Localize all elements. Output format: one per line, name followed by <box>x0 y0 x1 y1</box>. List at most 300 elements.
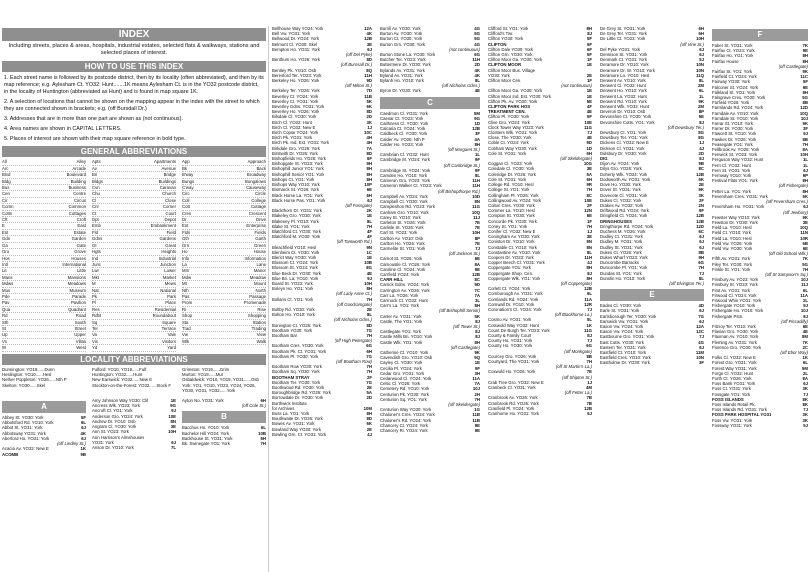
entries-a <box>2 415 86 457</box>
entry-name: Borthwick Institute <box>272 400 307 406</box>
entry-name: (off St Martin's La.) <box>555 364 592 370</box>
entry-map-ref: 9J <box>367 275 372 281</box>
entry-map-ref: 11Q <box>696 72 704 78</box>
abbreviation-full: Mount <box>254 281 266 287</box>
entry-map-ref: 8H <box>586 275 592 281</box>
entry-name: Foss Vw. YO31: York <box>712 417 753 423</box>
entry-map-ref: 6J <box>587 411 592 417</box>
entry-map-ref: 8J <box>699 156 704 162</box>
entry-map-ref: 6J <box>367 197 372 203</box>
entry-name: Deramore Lo. YO10: Hesl <box>600 72 650 78</box>
entry-map-ref: 9F <box>474 157 480 163</box>
entry-map-ref: 7H <box>802 141 808 147</box>
entry-name: Ancroft Cl. YO1: York <box>92 408 133 414</box>
abbreviation-short: Bus <box>2 185 10 191</box>
entry-name: (off High Petergate) <box>334 338 372 344</box>
entry-name: (off Dewsbury Ter.) <box>667 124 704 130</box>
abbreviation-full: Rise <box>257 306 266 312</box>
entry-map-ref: 8A <box>474 261 480 267</box>
entry-map-ref: 2L <box>802 297 808 303</box>
letter-c-heading: C <box>380 97 480 109</box>
entry-map-ref: 3F <box>802 126 808 132</box>
entry-map-ref: 8D <box>366 322 372 328</box>
entry-name: Farrer Dr. YO30: York <box>712 126 754 132</box>
entry-map-ref: 6J <box>81 435 86 441</box>
entry-map-ref: 10C <box>364 130 372 136</box>
abbreviation-short: Trad <box>182 325 191 331</box>
entry-map-ref: 10B <box>364 260 372 266</box>
entry-map-ref: 5A <box>366 390 372 396</box>
entry-name: Duncombe Barracks <box>600 260 639 266</box>
entry-name: Courtyard, The YO31: York <box>488 359 540 364</box>
entry-name: Cotswold Way YO32: Hunt <box>488 322 539 328</box>
entry-map-ref: 11H <box>472 178 480 184</box>
entry-name: Dringthorpe Rd. YO24: York <box>600 223 654 229</box>
entry-map-ref: 4G <box>474 41 480 47</box>
abbreviation-short: Arc <box>2 165 9 171</box>
entry-name: Derwent Rd. YO10: York <box>600 98 647 104</box>
entry-name: TREATMENT CEN. <box>488 109 526 115</box>
entry-map-ref: 10E <box>584 197 592 203</box>
entry-name: Bonington Ct. YO26: York <box>272 322 321 328</box>
entry-name: Carnoustie Cl. YO26: York <box>380 261 431 267</box>
entry-name: Dijon Av. YO24: York <box>600 161 640 167</box>
entry-name: Blake St. YO1: York <box>272 223 310 229</box>
entry-map-ref: 8H <box>802 58 808 64</box>
index-entry <box>488 411 592 416</box>
abbreviation-short: Dpt <box>92 217 99 223</box>
entry-name: Board St. YO23: York <box>272 280 313 286</box>
entry-name: College Rd. YO10: Hesl <box>488 182 534 188</box>
entry-name: Carmelite St. YO1: York <box>380 245 426 251</box>
entry-map-ref: 8J <box>587 332 592 338</box>
entry-map-ref: 11G <box>472 204 480 210</box>
entry-map-ref: 6L <box>802 360 808 366</box>
abbreviation-short: C'way <box>182 185 194 191</box>
entry-name: Finsbury St. YO23: York <box>712 282 758 288</box>
entry-name: YO30: York <box>488 72 510 78</box>
entry-map-ref: 8B <box>586 353 592 359</box>
entry-map-ref: 6J <box>803 204 808 210</box>
entry-map-ref: 6J <box>699 52 704 58</box>
abbreviation-short: Pav <box>2 300 10 306</box>
entry-map-ref: 9B <box>80 451 86 457</box>
entry-name: Courcey Gro. YO26: York <box>488 353 537 359</box>
entry-map-ref: 9G <box>474 115 480 121</box>
entry-map-ref: 1D <box>474 121 480 127</box>
abbreviation-full: View <box>256 332 266 338</box>
entry-name: Ferguson Way YO32: Hunt <box>712 157 764 163</box>
entry-map-ref: 10R <box>800 235 808 241</box>
how-to-para-3: 3. Addresses that are in more than one part are shown as (not continuous). <box>4 116 183 123</box>
entry-name: Carlisle St. YO26: York <box>380 225 424 231</box>
entry-name: Fawkes Dr. YO26: York <box>712 136 757 142</box>
abbreviation-full: Meadow <box>249 274 266 280</box>
entry-name: Calcaria Ct. YO24: York <box>380 126 426 132</box>
entries-col1 <box>272 26 372 437</box>
entry-name: (off Fetter La.) <box>564 390 592 396</box>
entry-map-ref: 9D <box>366 78 372 84</box>
entry-map-ref: 8D <box>366 150 372 156</box>
entry-name: Bacchus Ho. YO10: York <box>182 425 230 431</box>
entry-map-ref: 8J <box>587 270 592 276</box>
abbreviation-full: Promenade <box>243 300 266 306</box>
letter-a-heading: A <box>2 401 86 413</box>
entry-map-ref: 8L <box>474 173 480 179</box>
entry-name: Cedarwood Cl. YO24: York <box>380 376 432 381</box>
entry-map-ref: 9K <box>474 349 480 355</box>
entry-name: Bishops Ct. YO1: York <box>272 176 315 182</box>
abbreviation-full: Villas <box>75 338 86 344</box>
entry-name: Forth Ct. YO26: York <box>712 376 752 381</box>
entry-name: (off Ebor Way) <box>780 349 808 355</box>
entry-name: Blerict Way YO30: York <box>272 254 317 260</box>
abbreviation-short: Sta <box>182 319 189 325</box>
entry-map-ref: 4H <box>366 135 372 141</box>
entry-map-ref: 2K <box>366 208 372 214</box>
entry-name: Cambridge St. YO24: York <box>380 167 431 173</box>
entry-name: Field Vw. YO26: York <box>712 240 753 246</box>
entry-map-ref: 3K <box>698 192 704 198</box>
entry-name: Campbell Ct. YO30: York <box>380 199 428 205</box>
how-to-para-1: 1. Each street name is followed by its postcode district, then by its locality (often abbreviated), and then by its map reference; e.g. Aylesham Ct. YO32: Hunt.......1K means Aylesham Ct. is in the YO32 postcode district, in the locality of Huntington (abbreviated as Hunt) and is found in map square 1K. <box>4 75 264 96</box>
entry-name: (off Elvington Ter.) <box>669 280 704 286</box>
entry-name: Calder Av. YO26: Nth P <box>380 136 425 142</box>
entry-map-ref: 1K <box>802 355 808 361</box>
abbreviation-short: Ter <box>92 325 98 331</box>
abbreviation-short: Cott <box>182 204 190 210</box>
entry-map-ref: 7C <box>474 287 480 293</box>
entry-map-ref: 8C <box>586 192 592 198</box>
entry-name: Boss La. YO1: York <box>272 411 310 417</box>
abbreviation-full: Gate <box>76 242 86 248</box>
abbreviation-short: Mus <box>2 287 11 293</box>
entry-name: Devonshire Ct. YO30: York <box>600 114 652 120</box>
entry-map-ref: 11B <box>364 93 372 99</box>
entry-name: Farmlands Rd. YO24: York <box>712 105 764 111</box>
entry-map-ref: 6J <box>699 239 704 245</box>
entry-name: Coney St. YO1: York <box>488 223 528 229</box>
entry-name: (off Coppergate) <box>560 280 592 286</box>
entry-map-ref: 2H <box>474 391 480 397</box>
entry-name: Beverley Gdns. YO31: York <box>272 104 325 110</box>
entry-map-ref: 5G <box>474 36 480 42</box>
entries-col3 <box>488 26 592 416</box>
entry-name: Forest Way YO31: York <box>712 365 757 371</box>
entry-map-ref: 12D <box>696 223 704 229</box>
entry-map-ref: 6H <box>366 192 372 198</box>
entry-map-ref: 2F <box>698 197 704 203</box>
abbreviation-full: Causeway <box>245 185 266 191</box>
entry-name: Constable Ct. YO10: York <box>488 244 537 250</box>
entry-map-ref: 6F <box>366 156 372 162</box>
entry-name: Fossgate YO1: York <box>712 391 751 397</box>
entry-name: FOSS PARK HOSPITAL YO31 <box>712 412 772 418</box>
entry-name: Cambrian Cl. YO32: Hunt <box>380 152 429 158</box>
general-abbreviations-list <box>2 159 266 351</box>
entry-map-ref: 9K <box>802 69 808 75</box>
entry-map-ref: 1C <box>366 249 372 255</box>
entry-map-ref: 10G <box>583 161 592 167</box>
entry-name: Farfield YO26: York <box>712 100 750 106</box>
entry-map-ref: 9F <box>474 365 480 371</box>
entry-map-ref: 7A <box>366 145 372 151</box>
entry-name: Fishergate Pstn. <box>712 313 744 319</box>
entry-map-ref: 9K <box>698 187 704 193</box>
entry-map-ref: 10E <box>168 413 176 419</box>
entry-name: Carey St. YO10: York <box>380 214 421 220</box>
entry-name: Crab Tree Gro. YO32: New E <box>488 379 544 385</box>
entry-map-ref: 8L <box>366 312 372 318</box>
entry-map-ref: 4K <box>80 430 86 436</box>
abbreviation-full: Church <box>162 191 176 197</box>
abbreviation-full: Common <box>68 204 86 210</box>
entry-name: Blatchford M. YO30: York <box>272 234 321 240</box>
entry-name: Cranbeck Cl. YO31: York <box>488 385 536 391</box>
locality-abbreviations-title: LOCALITY ABBREVIATIONS <box>2 354 266 365</box>
abbreviation-short: Vs <box>2 338 8 344</box>
index-column-5 <box>712 26 808 572</box>
entry-map-ref: 7J <box>475 245 480 251</box>
entry-map-ref: 8J <box>475 329 480 335</box>
abbreviation-short: Hgts <box>92 249 101 255</box>
entry-name: De Grey Ter. YO31: York <box>600 31 647 37</box>
entry-name: Centurion Way YO30: York <box>380 407 432 413</box>
entry-name: Bishopfields Ho. YO26: York <box>272 156 326 162</box>
entry-name: Chaloner's Rd. YO24: York <box>380 417 432 423</box>
entry-map-ref: 2E <box>366 426 372 432</box>
entry-map-ref: 8J <box>475 318 480 324</box>
entry-map-ref: 7J <box>587 338 592 344</box>
entry-map-ref: 2F <box>586 202 592 208</box>
entry-name: Caldbeck Cl. YO30: York <box>380 131 428 137</box>
entry-map-ref: 6H <box>260 435 266 441</box>
entry-name: Bilsdale Cl. YO30: York <box>272 114 317 120</box>
entry-map-ref: 9D <box>474 282 480 288</box>
entry-map-ref: 4F <box>586 104 592 110</box>
entry-map-ref: 11G <box>584 124 592 130</box>
entry-name: Ann St. YO23: York <box>92 429 129 435</box>
abbreviation-full: Great <box>165 242 176 248</box>
abbreviation-full: Alley <box>76 159 86 165</box>
entry-name: Derwent Wlk. YO32: Hunt <box>600 104 650 110</box>
abbreviation-short: Cft <box>2 217 8 223</box>
abbreviation-full: Garden <box>71 236 86 242</box>
entry-map-ref: 11H <box>584 254 592 260</box>
entry-map-ref: 2N <box>698 202 704 208</box>
index-title: INDEX <box>2 28 266 41</box>
entry-name: Coronation's Ct. YO24: York <box>488 306 542 312</box>
entry-name: Dunslin Ho. YO10: York <box>600 275 646 281</box>
entry-name: Birstwith Dr. YO26: York <box>272 150 318 156</box>
index-intro: Including streets, places & areas, hospitals, industrial estates, selected flats & walkways, stations and selected places of interest. <box>8 43 260 57</box>
abbreviation-full: Avenue <box>161 165 176 171</box>
entry-name: Field La. YO10: Hesl <box>712 225 752 231</box>
entry-name: Birch Copse YO24: York <box>272 130 319 136</box>
index-entry <box>712 423 808 428</box>
how-to-para-5: 5. Places of interest are shown with their map square reference in bold type. <box>4 136 186 143</box>
entry-name: for Archives <box>272 405 295 411</box>
entry-name: Eastholme Dr. YO30: York <box>600 360 650 366</box>
entry-map-ref: 11G <box>584 327 592 333</box>
abbreviation-short: Ri <box>182 306 187 312</box>
entry-name: (off Feversham Cres.) <box>766 199 808 205</box>
entry-name: Dewsbury Ter. YO1: York <box>600 135 648 141</box>
entry-map-ref: 7H <box>366 332 372 338</box>
entry-map-ref: 6E <box>802 245 808 251</box>
entry-name: County Ho. YO30: York <box>488 343 533 349</box>
entry-map-ref: 6G <box>586 343 592 349</box>
abbreviation-full: Houses <box>71 255 86 261</box>
entry-map-ref: 1E <box>586 93 592 99</box>
entry-map-ref: 10J <box>800 308 808 314</box>
entry-map-ref: 3E <box>586 234 592 240</box>
entry-map-ref: 9F <box>474 167 480 173</box>
entry-map-ref: 10B <box>258 430 266 436</box>
abbreviation-short: Junc <box>92 261 102 267</box>
abbreviation-short: Gt <box>92 242 97 248</box>
entry-map-ref: 7L <box>170 445 176 451</box>
abbreviation-short: Cl <box>92 197 97 203</box>
abbreviation-short: Cen <box>2 191 10 197</box>
entry-map-ref: 2D <box>366 114 372 120</box>
entry-map-ref: 3E <box>586 166 592 172</box>
entry-name: CARR HILL <box>380 277 404 283</box>
abbreviation-full: Caravan <box>159 185 176 191</box>
entry-map-ref: 10E <box>584 119 592 125</box>
index-entry <box>92 445 176 450</box>
abbreviation-short: Bungs <box>182 178 195 184</box>
entries-col5 <box>712 43 808 428</box>
entry-name: Faber St. YO31: York <box>712 43 753 48</box>
abbreviation-short: Blvd <box>2 172 11 178</box>
entry-name: BOOTHAM STRAY <box>272 374 310 380</box>
abbreviation-full: College <box>251 197 266 203</box>
entry-name: (off St Sampson's Sq.) <box>765 271 808 277</box>
entry-map-ref: 10H <box>800 152 808 158</box>
entry-name: Backhouse St. YO31: York <box>182 435 233 441</box>
entry-map-ref: 8C <box>474 277 480 283</box>
entry-name: Boroughbridge Rd. YO26: York <box>272 390 331 396</box>
entry-map-ref: 1J <box>587 379 592 385</box>
index-entry <box>380 88 480 93</box>
entry-name: Bleachfield YO10: Hesl <box>272 244 317 250</box>
entry-name: Close, The YO30: York <box>488 135 532 141</box>
entry-name: Compton St. YO30: York <box>488 213 535 219</box>
abbreviation-short: Lwr <box>92 268 99 274</box>
entry-name: Dodsworth Av. YO31: York <box>600 176 651 182</box>
entry-name: Fern Cl. YO32: Hunt <box>712 162 751 168</box>
entry-map-ref: 8G <box>366 265 372 271</box>
entry-map-ref: 8A <box>802 147 808 153</box>
entry-map-ref: 7K <box>802 43 808 48</box>
entry-name: Buttermere Dr. YO30: York <box>380 62 431 68</box>
entry-map-ref: 11H <box>472 183 480 189</box>
entry-name: County & Family Court <box>488 332 532 338</box>
entry-map-ref: 6E <box>586 213 592 219</box>
entry-name: Carrnock Ct. YO32: Hunt <box>380 297 428 303</box>
abbreviation-full: Circus <box>73 197 86 203</box>
entry-map-ref: 8J <box>587 31 592 37</box>
entry-map-ref: 2C <box>802 344 808 350</box>
entry-name: Chancery Ri. YO24: York <box>380 428 428 434</box>
letter-f-heading: F <box>712 29 808 41</box>
entry-name: Fitzroy Ter. YO10: York <box>712 323 756 329</box>
entry-name: Carleton St. YO26: York <box>380 219 426 225</box>
entry-name: Carlton Ho. YO26: York <box>380 240 425 246</box>
entry-map-ref: 6J <box>699 244 704 250</box>
entry-map-ref: 8H <box>366 411 372 417</box>
entry-name: Ayton No. YO31: York <box>182 397 224 403</box>
abbreviation-full: Crescent <box>248 210 266 216</box>
entry-name: Forest Gro. YO31: York <box>712 360 757 366</box>
entry-map-ref: 8D <box>366 109 372 115</box>
entry-name: Fawcett St. YO10: York <box>712 131 757 137</box>
entry-name: Clifton Pk. Av. YO30: York <box>488 98 538 104</box>
entry-map-ref: 11C <box>800 74 808 80</box>
abbreviation-full: Grove <box>74 249 86 255</box>
abbreviation-short: M <box>92 281 96 287</box>
entry-map-ref: 5F <box>586 41 592 47</box>
entry-map-ref: 2E <box>586 72 592 78</box>
entry-name: Fairway YO30: York <box>712 79 750 85</box>
entry-name: Feasegate YO1: York <box>712 141 753 147</box>
entry-map-ref: 8J <box>803 313 808 319</box>
entry-name: Bachelor Hill YO24: York <box>182 430 229 436</box>
entry-name: Cornlands Rd. YO24: York <box>488 296 539 302</box>
entry-map-ref: 1J <box>699 140 704 146</box>
entry-map-ref: 3E <box>802 219 808 225</box>
entry-name: Coledale Cl. YO30: York <box>488 166 535 172</box>
entry-map-ref: 7H <box>474 396 480 402</box>
entry-map-ref: 9E <box>474 266 480 272</box>
entry-map-ref: 6J <box>699 318 704 324</box>
entry-name: Flavian Gro. YO30: York <box>712 329 759 335</box>
entry-map-ref: 4E <box>586 109 592 115</box>
entry-map-ref: 7J <box>803 391 808 397</box>
entry-name: Dudley Ct. YO31: York <box>600 234 643 240</box>
entry-name: Campbell Av. YO24: York <box>380 193 428 199</box>
entry-map-ref: 2E <box>366 306 372 312</box>
entry-name: Doherty Wlk. YO24: York <box>600 171 648 177</box>
entry-map-ref: 7J <box>699 334 704 340</box>
abbreviation-full: Gardens <box>159 236 176 242</box>
abbreviation-full: Depot <box>164 217 176 223</box>
abbreviation-full: Apartments <box>154 159 176 165</box>
entry-map-ref: 8N <box>586 244 592 250</box>
abbreviation-short: Comn <box>2 204 14 210</box>
entry-map-ref: 12B <box>696 171 704 177</box>
abbreviation-short: Hos <box>2 255 10 261</box>
entry-map-ref: 6J <box>699 234 704 240</box>
entry-name: Fairfield Ct. YO24: York <box>712 74 757 80</box>
entry-map-ref: 5K <box>698 176 704 182</box>
index-entry <box>182 403 266 408</box>
entry-map-ref: 1F <box>586 78 592 84</box>
entry-map-ref: 9H <box>366 161 372 167</box>
entry-name: Clifton Moor Ga. YO30: York <box>488 57 543 63</box>
abbreviation-full: Road <box>75 313 86 319</box>
how-to-para-2: 2. A selection of locations that cannot be shown on the mapping appear in the index with the street to which they are connected shown in brackets; e.g. (off Bursdall Dr.) <box>4 99 260 113</box>
abbreviation-short: W <box>2 345 7 351</box>
entry-name: Bootham Pl. YO30: York <box>272 353 319 359</box>
entry-name: Cole St. YO31: York <box>488 150 527 156</box>
entry-map-ref: 9E <box>474 428 480 434</box>
entry-map-ref: 8L <box>698 275 704 281</box>
entry-name: Foss Islands Rd. YO31: York <box>712 407 767 413</box>
entry-name: College St. YO1: York <box>488 187 530 193</box>
entry-name: Dudley M. YO31: York <box>600 239 643 245</box>
